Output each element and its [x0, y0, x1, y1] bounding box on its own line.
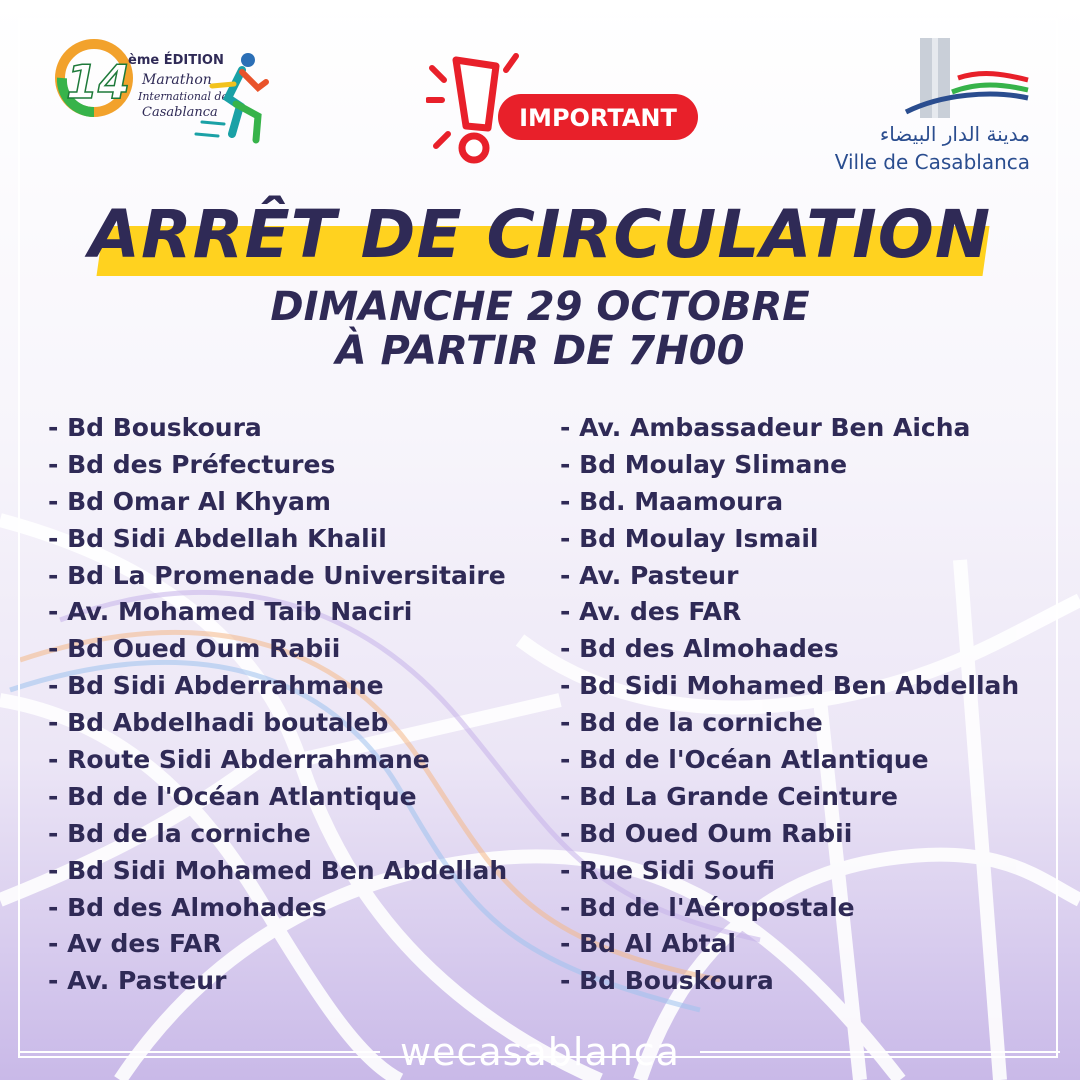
- list-item: - Bd Abdelhadi boutaleb: [48, 708, 389, 738]
- list-item: - Bd Oued Oum Rabii: [48, 634, 341, 664]
- list-item: - Bd Oued Oum Rabii: [560, 818, 853, 848]
- list-item: - Av. Ambassadeur Ben Aicha: [560, 413, 971, 442]
- list-item: - Bd Sidi Mohamed Ben Abdellah: [48, 855, 508, 885]
- marathon-line3: Casablanca: [142, 105, 218, 120]
- list-item: - Av. Pasteur: [560, 560, 739, 590]
- list-item: - Bd Sidi Abderrahmane: [48, 671, 384, 701]
- list-item: - Bd La Promenade Universitaire: [48, 560, 506, 590]
- marathon-line1: Marathon: [142, 72, 212, 88]
- list-item: - Bd de la corniche: [560, 708, 823, 738]
- list-item: - Route Sidi Abderrahmane: [48, 745, 430, 775]
- edition-number: 14: [66, 55, 131, 109]
- date-line: DIMANCHE 29 OCTOBRE: [270, 284, 810, 330]
- page-title: ARRÊT DE CIRCULATION: [88, 196, 992, 273]
- list-item: - Av. des FAR: [560, 597, 742, 627]
- list-item: - Bd. Maamoura: [560, 486, 784, 516]
- list-item: - Bd Moulay Ismail: [560, 523, 819, 553]
- list-item: - Bd de l'Aéropostale: [560, 892, 855, 922]
- list-item: - Bd de la corniche: [48, 818, 311, 848]
- list-item: - Bd des Almohades: [48, 892, 327, 922]
- list-item: - Rue Sidi Soufi: [560, 855, 776, 885]
- list-item: - Bd de l'Océan Atlantique: [48, 781, 417, 811]
- exclamation-icon: [456, 60, 496, 160]
- list-item: - Bd Al Abtal: [560, 929, 736, 959]
- list-item: - Bd Bouskoura: [560, 966, 774, 996]
- list-item: - Bd Omar Al Khyam: [48, 486, 331, 516]
- list-item: - Bd La Grande Ceinture: [560, 781, 899, 811]
- list-item: - Bd Sidi Abdellah Khalil: [48, 523, 387, 553]
- important-badge: [426, 50, 706, 170]
- list-item: - Bd des Almohades: [560, 634, 839, 664]
- city-name-arabic: مدينة الدار البيضاء: [879, 122, 1030, 146]
- edition-label: ème ÉDITION: [128, 53, 224, 68]
- list-item: - Bd Bouskoura: [48, 413, 262, 442]
- street-list-left: [48, 410, 507, 1000]
- footer-brand-logo: wecasablanca: [400, 1030, 680, 1074]
- list-item: - Av. Pasteur: [48, 966, 227, 996]
- city-name-french: Ville de Casablanca: [834, 150, 1030, 174]
- marathon-line2: International de: [138, 90, 229, 103]
- list-item: - Bd des Préfectures: [48, 449, 336, 479]
- list-item: - Bd Sidi Mohamed Ben Abdellah: [560, 671, 1020, 701]
- important-label: IMPORTANT: [519, 104, 677, 132]
- list-item: - Av. Mohamed Taib Naciri: [48, 597, 413, 627]
- marathon-logo: [52, 36, 272, 156]
- time-line: À PARTIR DE 7H00: [335, 328, 745, 374]
- list-item: - Av des FAR: [48, 929, 222, 959]
- list-item: - Bd Moulay Slimane: [560, 449, 848, 479]
- list-item: - Bd de l'Océan Atlantique: [560, 745, 929, 775]
- street-list-right: [560, 410, 1019, 1000]
